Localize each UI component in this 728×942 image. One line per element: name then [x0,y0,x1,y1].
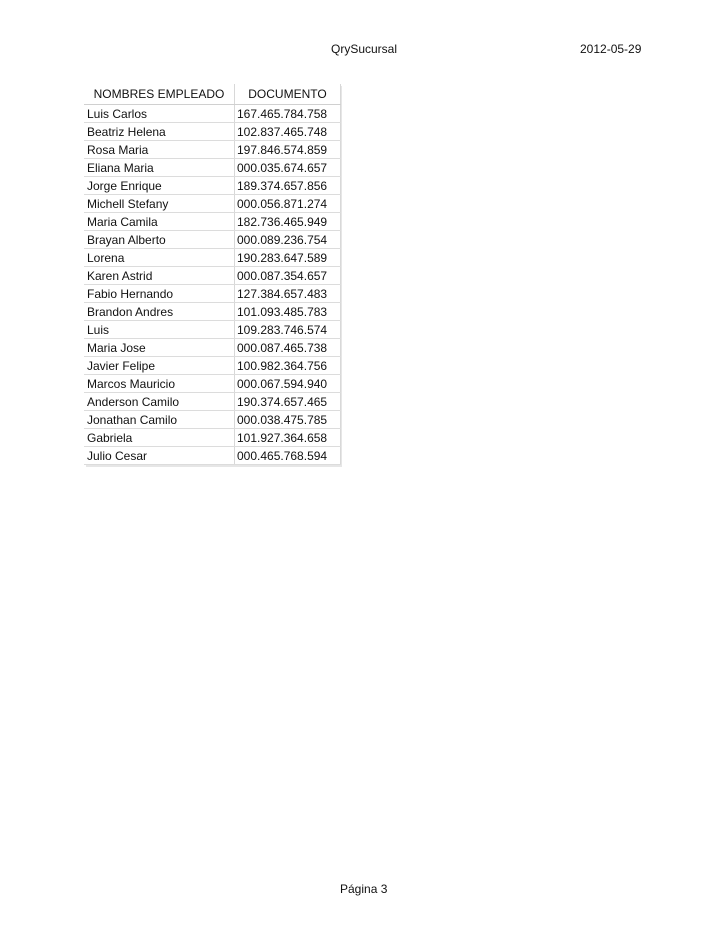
employee-document-cell: 167.465.784.758 [235,105,341,123]
table-body [84,105,341,465]
employee-name-cell: Maria Jose [84,339,235,357]
table-row [84,375,341,393]
employee-name-cell: Karen Astrid [84,267,235,285]
table-row [84,105,341,123]
employee-document-cell: 197.846.574.859 [235,141,341,159]
employee-document-cell: 000.067.594.940 [235,375,341,393]
employee-name-cell: Gabriela [84,429,235,447]
table-row [84,123,341,141]
employee-document-cell: 190.283.647.589 [235,249,341,267]
employee-name-cell: Jonathan Camilo [84,411,235,429]
employee-document-cell: 000.465.768.594 [235,447,341,465]
table-row [84,195,341,213]
employee-name-cell: Eliana Maria [84,159,235,177]
report-title: QrySucursal [331,42,398,56]
employee-document-cell: 182.736.465.949 [235,213,341,231]
employee-name-cell: Maria Camila [84,213,235,231]
employee-document-cell: 000.056.871.274 [235,195,341,213]
employee-name-cell: Javier Felipe [84,357,235,375]
table-row [84,321,341,339]
employee-name-cell: Brandon Andres [84,303,235,321]
table-row [84,141,341,159]
employee-document-cell: 000.038.475.785 [235,411,341,429]
page-header [0,42,728,58]
report-date: 2012-05-29 [580,42,642,56]
employee-name-cell: Jorge Enrique [84,177,235,195]
table-row [84,303,341,321]
employee-table-container [84,84,340,465]
employee-document-cell: 101.093.485.783 [235,303,341,321]
table-row [84,159,341,177]
employee-document-cell: 109.283.746.574 [235,321,341,339]
table-row [84,429,341,447]
employee-name-cell: Michell Stefany [84,195,235,213]
employee-name-cell: Lorena [84,249,235,267]
employee-document-cell: 189.374.657.856 [235,177,341,195]
employee-document-cell: 000.089.236.754 [235,231,341,249]
table-row [84,357,341,375]
table-row [84,411,341,429]
employee-name-cell: Rosa Maria [84,141,235,159]
employee-name-cell: Beatriz Helena [84,123,235,141]
table-row [84,393,341,411]
employee-name-cell: Julio Cesar [84,447,235,465]
employee-document-cell: 190.374.657.465 [235,393,341,411]
employee-name-cell: Luis [84,321,235,339]
employee-name-cell: Anderson Camilo [84,393,235,411]
employee-name-cell: Brayan Alberto [84,231,235,249]
table-row [84,213,341,231]
employee-name-cell: Luis Carlos [84,105,235,123]
table-row [84,267,341,285]
employee-name-cell: Marcos Mauricio [84,375,235,393]
table-row [84,177,341,195]
table-row [84,231,341,249]
employee-document-cell: 101.927.364.658 [235,429,341,447]
table-row [84,249,341,267]
employee-document-cell: 000.087.465.738 [235,339,341,357]
employee-document-cell: 102.837.465.748 [235,123,341,141]
employee-document-cell: 100.982.364.756 [235,357,341,375]
table-row [84,285,341,303]
employee-table [84,84,341,465]
table-header-row [84,84,341,105]
employee-name-cell: Fabio Hernando [84,285,235,303]
employee-document-cell: 000.087.354.657 [235,267,341,285]
employee-document-cell: 127.384.657.483 [235,285,341,303]
table-row [84,447,341,465]
column-header-document: DOCUMENTO [235,84,341,105]
table-row [84,339,341,357]
page-number: Página 3 [340,882,388,896]
column-header-name: NOMBRES EMPLEADO [84,84,235,105]
employee-document-cell: 000.035.674.657 [235,159,341,177]
